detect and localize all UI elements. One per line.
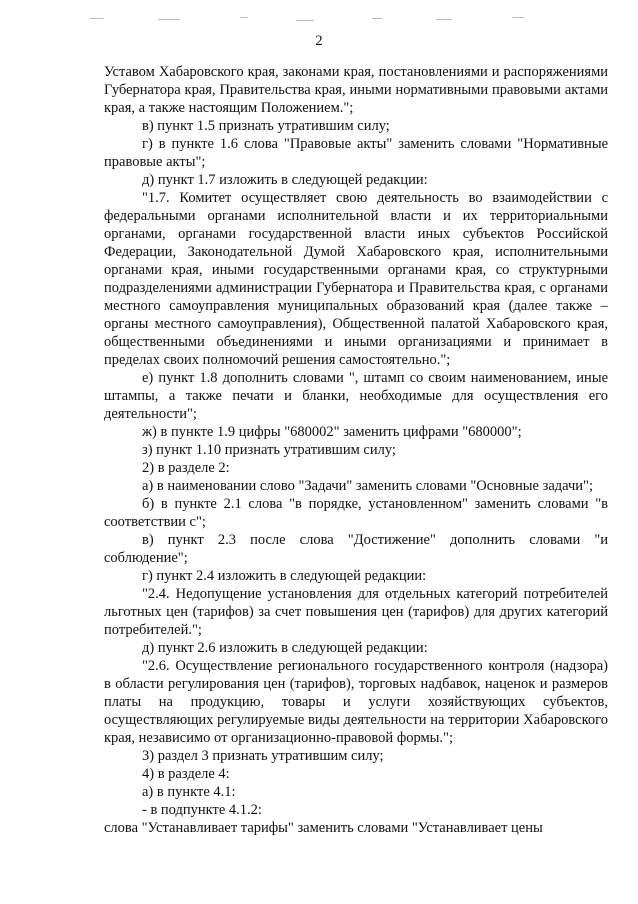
page-number: 2 [315,33,323,49]
paragraph: г) пункт 2.4 изложить в следующей редакции: [142,568,427,584]
paragraph: слова "Устанавливает тарифы" заменить словами "Устанавливает цены [104,820,543,836]
document-body [104,63,608,837]
paragraph: 3) раздел 3 признать утратившим силу; [142,748,384,764]
paragraph: "1.7. Комитет осуществляет свою деятельность во взаимодействии с федеральными органами исполнительной власти и их территориальными органами, органами государственной власти иных субъектов Российской Федерации, Законодательной Думой Хабаровского края, исполнительными органами края, иными государственными органами края, со структурными подразделениями администрации Губернатора и Правительства края, с органами местного самоуправления муниципальных образований края (далее также – органы местного самоуправления), Общественной палатой Хабаровского края, общественными объединениями и иными организациями и принимает в пределах своих полномочий решения самостоятельно."; [104,190,608,368]
paragraph: д) пункт 1.7 изложить в следующей редакции: [142,172,428,188]
paragraph: з) пункт 1.10 признать утратившим силу; [142,442,396,458]
paragraph: б) в пункте 2.1 слова "в порядке, установленном" заменить словами "в соответствии с"; [104,496,608,530]
paragraph: "2.6. Осуществление регионального государственного контроля (надзора) в области регулирования цен (тарифов), торговых надбавок, наценок и размеров платы на продукцию, товары и услуги хозяйствующих субъектов, осуществляющих регулируемые виды деятельности на территории Хабаровского края, независимо от организационно-правовой формы."; [104,658,608,746]
paragraph: а) в пункте 4.1: [142,784,236,800]
paragraph: Уставом Хабаровского края, законами края, постановлениями и распоряжениями Губернатора края, Правительства края, иными нормативными правовыми актами края, а также настоящим Положением."; [104,64,608,116]
paragraph: е) пункт 1.8 дополнить словами ", штамп со своим наименованием, иные штампы, а также печати и бланки, необходимые для осуществления его деятельности"; [104,370,608,422]
paragraph: в) пункт 2.3 после слова "Достижение" дополнить словами "и соблюдение"; [104,532,608,566]
paragraph: 4) в разделе 4: [142,766,230,782]
paragraph: г) в пункте 1.6 слова "Правовые акты" заменить словами "Нормативные правовые акты"; [104,136,608,170]
paragraph: 2) в разделе 2: [142,460,230,476]
paragraph: а) в наименовании слово "Задачи" заменить словами "Основные задачи"; [142,478,594,494]
paragraph: - в подпункте 4.1.2: [142,802,262,818]
paragraph: ж) в пункте 1.9 цифры "680002" заменить цифрами "680000"; [142,424,522,440]
paragraph: "2.4. Недопущение установления для отдельных категорий потребителей льготных цен (тарифов) за счет повышения цен (тарифов) для других категорий потребителей."; [104,586,608,638]
paragraph: в) пункт 1.5 признать утратившим силу; [142,118,390,134]
paragraph: д) пункт 2.6 изложить в следующей редакции: [142,640,428,656]
